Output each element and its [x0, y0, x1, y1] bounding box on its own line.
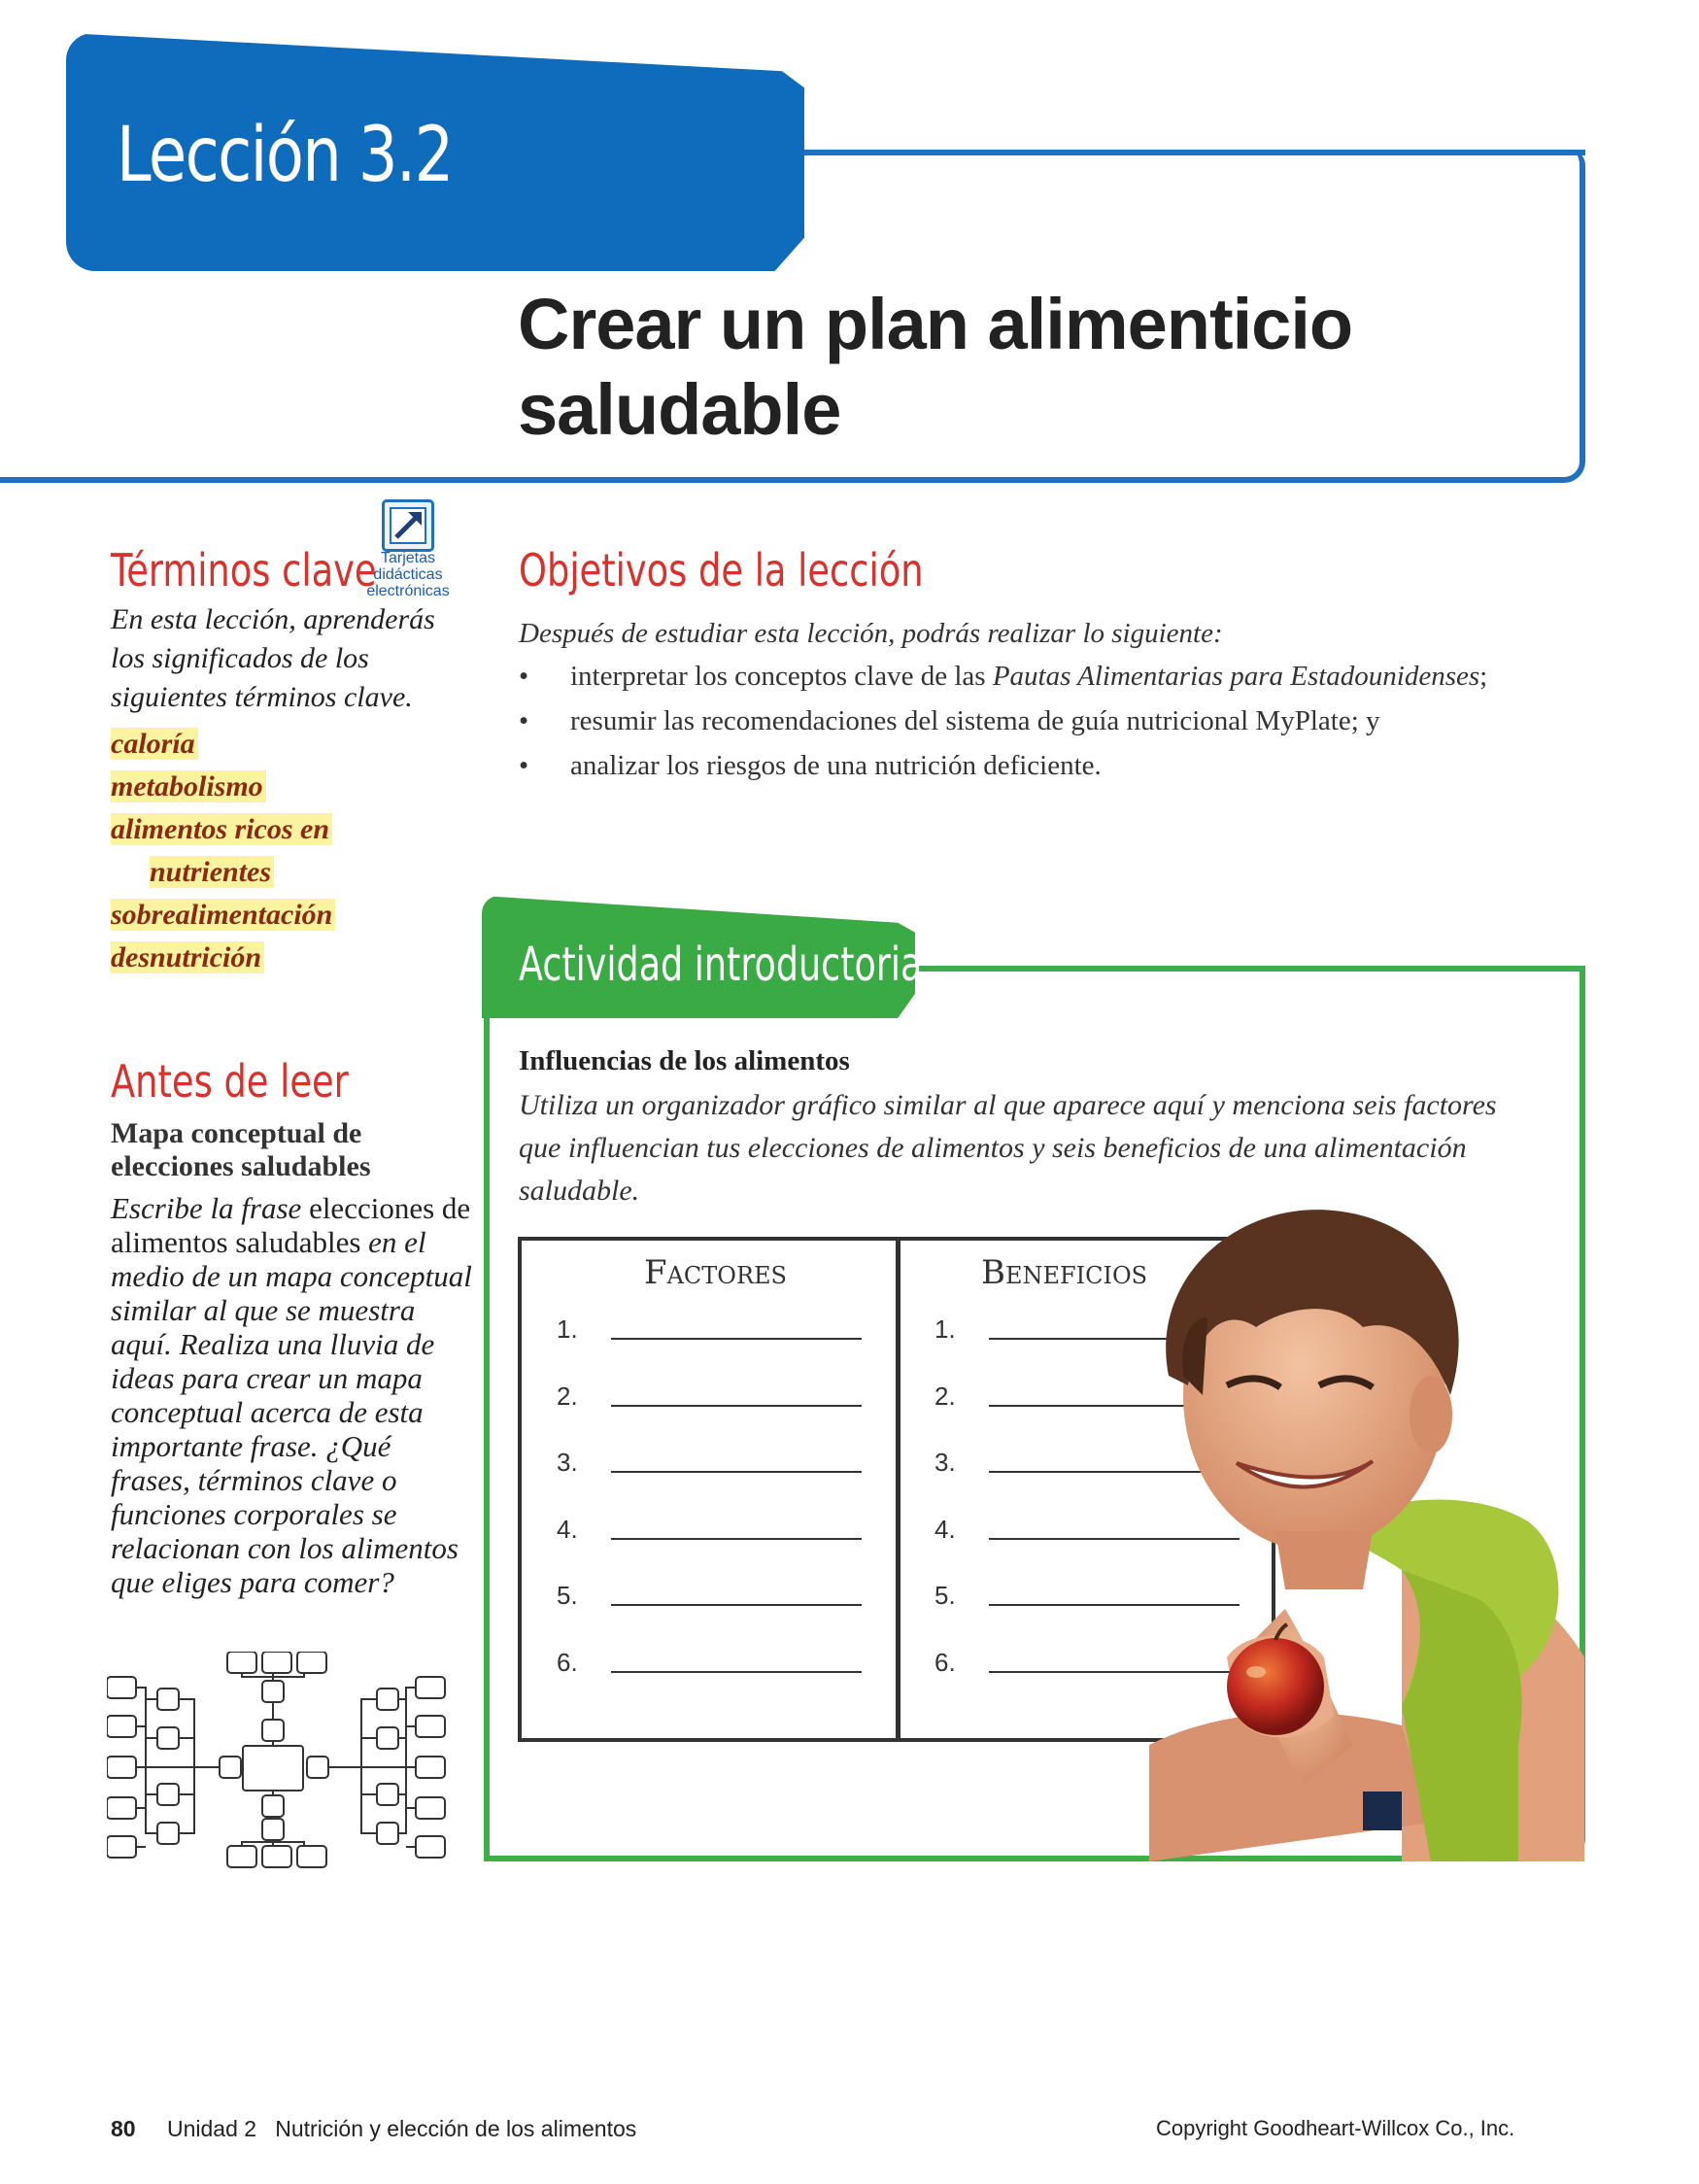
objectives-heading: Objetivos de la lección [519, 544, 924, 597]
key-term[interactable]: desnutrición [111, 937, 480, 979]
activity-heading: Actividad introductoria [519, 938, 923, 992]
key-term[interactable]: nutrientes [111, 851, 480, 894]
lesson-label: Lección 3.2 [117, 112, 453, 199]
key-terms-list [111, 723, 480, 979]
blank-line[interactable] [611, 1448, 862, 1473]
objectives-list [519, 661, 1568, 795]
objective-item: • interpretar los conceptos clave de las Pautas Alimentarias para Estadounidenses; [519, 661, 1568, 692]
before-reading-subtitle: Mapa conceptual de elecciones saludables [111, 1117, 371, 1182]
list-item: 6. [934, 1648, 1240, 1715]
boy-with-apple-photo [1110, 1201, 1584, 1861]
list-item: 3. [934, 1448, 1240, 1515]
list-item: 2. [934, 1382, 1240, 1449]
factores-list [557, 1314, 862, 1714]
blank-line[interactable] [611, 1581, 862, 1606]
activity-instructions: Utiliza un organizador gráfico similar al que aparece aquí y menciona seis factores que influencian tus elecciones de alimentos y seis beneficios de una alimentación saludable. [519, 1089, 1497, 1207]
organizer-divider [896, 1237, 900, 1742]
list-item: 1. [934, 1314, 1240, 1382]
objective-item: • analizar los riesgos de una nutrición deficiente. [519, 750, 1568, 781]
before-reading-heading: Antes de leer [111, 1055, 349, 1108]
blank-line[interactable] [611, 1515, 862, 1540]
list-item: 5. [557, 1581, 862, 1648]
page-title: Crear un plan alimenticio saludable [518, 284, 1353, 450]
key-term[interactable]: sobrealimentación [111, 894, 480, 937]
flashcards-icon[interactable] [382, 499, 434, 552]
key-terms-heading: Términos clave [111, 544, 377, 597]
list-item: 3. [557, 1448, 862, 1515]
key-term[interactable]: caloría [111, 723, 480, 766]
list-item: 4. [934, 1515, 1240, 1582]
page-number: 80 [111, 2116, 136, 2141]
list-item: 5. [934, 1581, 1240, 1648]
blank-line[interactable] [611, 1648, 862, 1673]
before-reading-body: Escribe la frase elecciones de alimentos saludables en el medio de un mapa conceptual similar al que se muestra aquí. Realiza una lluvia de ideas para crear un mapa conceptual acerca de esta importante frase. ¿Qué frases, términos clave o funciones corporales se relacionan con los alimentos que eliges para comer? [111, 1191, 472, 1599]
key-term[interactable]: metabolismo [111, 766, 480, 808]
key-term[interactable]: alimentos ricos en [111, 808, 480, 851]
beneficios-header: Beneficios [981, 1253, 1148, 1292]
blank-line[interactable] [611, 1314, 862, 1340]
objective-item: • resumir las recomendaciones del sistema de guía nutricional MyPlate; y [519, 705, 1568, 736]
activity-subtitle: Influencias de los alimentos [519, 1045, 850, 1076]
blank-line[interactable] [611, 1382, 862, 1407]
list-item: 1. [557, 1314, 862, 1382]
flashcards-label[interactable]: Tarjetas didácticas electrónicas [366, 550, 450, 599]
list-item: 4. [557, 1515, 862, 1582]
key-terms-intro: En esta lección, aprenderás los significados de los siguientes términos clave. [111, 603, 435, 713]
concept-map-diagram [107, 1652, 457, 1875]
list-item: 6. [557, 1648, 862, 1715]
factores-header: Factores [644, 1253, 788, 1292]
objectives-intro: Después de estudiar esta lección, podrás realizar lo siguiente: [519, 618, 1223, 649]
footer-unit: Unidad 2 Nutrición y elección de los alimentos [167, 2116, 637, 2141]
list-item: 2. [557, 1382, 862, 1449]
footer-copyright: Copyright Goodheart-Willcox Co., Inc. [1156, 2116, 1515, 2140]
